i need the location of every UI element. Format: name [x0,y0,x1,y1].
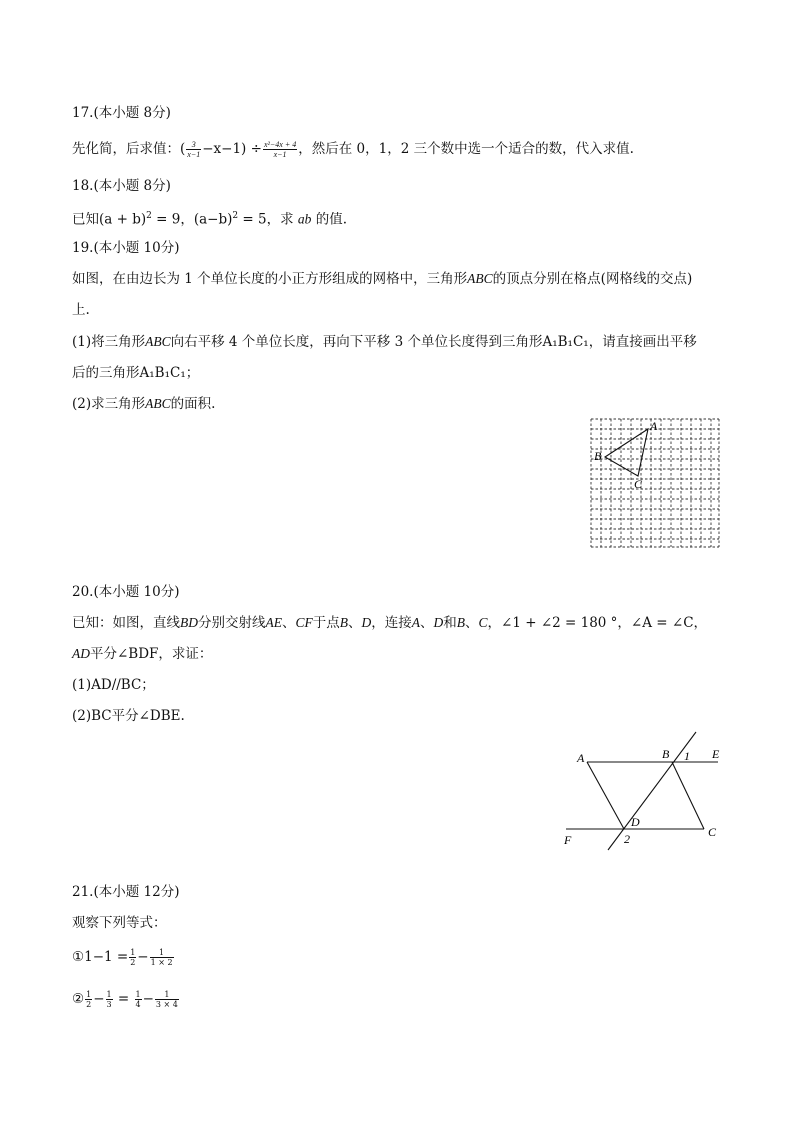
label-e: E [712,747,720,761]
label-b: B [594,449,602,463]
q18-header: 18.(本小题 8分) [72,178,171,194]
label-1: 1 [684,749,690,763]
q19-part2: (2)求三角形ABC的面积. [72,396,216,412]
q21-header: 21.(本小题 12分) [72,884,180,900]
q21-equation-2: ② $\frac{1}{2}$ − $\frac{1}{3}$ = $\frac{1}{4}$ − $\frac{1}{3 \times 4}$ [72,990,178,1009]
q19-part1-cont: 后的三角形A₁B₁C₁； [72,365,200,381]
q21-intro: 观察下列等式： [72,915,167,931]
q17-lead: 先化简，后求值：( [72,141,186,157]
q17-statement [72,140,634,159]
q20-geometry-figure [556,730,730,856]
label-2: 2 [624,832,630,846]
label-f: F [564,833,572,847]
label-c: C [634,477,643,491]
q20-part1: (1)AD//BC； [72,677,155,693]
q19-line1: 如图，在由边长为 1 个单位长度的小正方形组成的网格中，三角形ABC的顶点分别在格点(网格线的交点) [72,271,693,287]
q20-line1: 已知：如图，直线BD分别交射线AE、CF于点B、D，连接A、D和B、C，∠1 + ∠2 = 180 °，∠A = ∠C， [72,615,708,631]
q17-fraction-2: $\frac{\text{x²−4x + 4}}{x-1}$ [263,140,297,159]
q20-part2: (2)BC平分∠DBE. [72,708,185,724]
q20-line2: AD平分∠BDF，求证： [72,646,213,662]
label-a: A [650,419,658,433]
q19-grid-figure [586,414,722,552]
q19-part1: (1)将三角形ABC向右平移 4 个单位长度，再向下平移 3 个单位长度得到三角形A₁B₁C₁，请直接画出平移 [72,334,697,350]
q19-line2: 上. [72,302,90,318]
label-b: B [662,747,670,761]
q21-equation-1: ①1−1 = $\frac{1}{2}$ − $\frac{1}{1 \times 2}$ [72,948,173,967]
q18-statement: 已知$(a + b)^2 = 9$，$(a-b)^2 = 5$，求 ab 的值. [72,211,347,228]
label-d: D [631,815,640,829]
q17-mid: −x−1) ÷ [202,141,262,157]
line-bd [608,732,696,850]
segment-ad [587,762,624,829]
label-a: A [577,751,585,765]
q17-header: 17.(本小题 8分) [72,105,171,121]
q20-header: 20.(本小题 10分) [72,584,180,600]
q17-fraction-1: $\frac{3}{x-1}$ [187,140,201,159]
q17-tail: ，然后在 0，1，2 三个数中选一个适合的数，代入求值. [298,141,634,157]
q19-header: 19.(本小题 10分) [72,240,180,256]
label-c: C [708,825,717,839]
segment-bc [672,762,704,829]
